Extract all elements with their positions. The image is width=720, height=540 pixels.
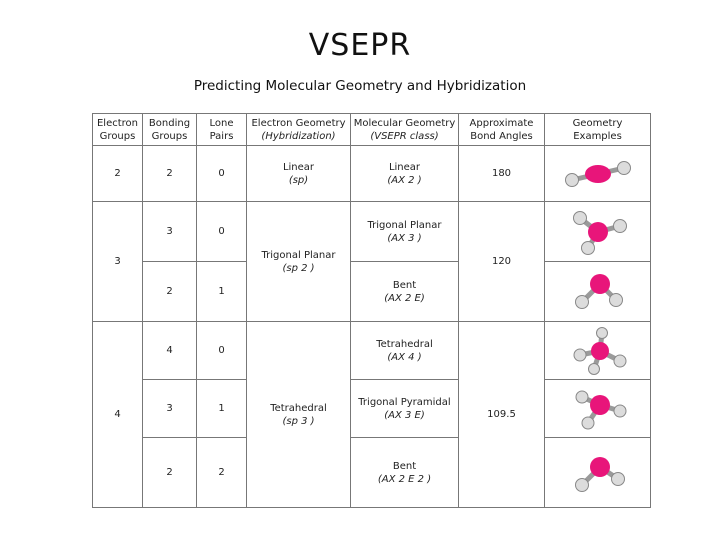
bonding-groups-cell: 4 — [143, 322, 197, 380]
molecular-geometry-cell: Bent (AX 2 E 2 ) — [351, 438, 459, 508]
trigonal-planar-molecule-icon — [558, 208, 638, 256]
header-bond-angles: Approximate Bond Angles — [459, 114, 545, 146]
table-row — [93, 202, 651, 262]
electron-geometry-cell: Linear (sp) — [247, 146, 351, 202]
table-row — [93, 438, 651, 508]
header-examples: Geometry Examples — [545, 114, 651, 146]
molecular-geometry-cell: Tetrahedral (AX 4 ) — [351, 322, 459, 380]
molecular-geometry-cell: Trigonal Planar (AX 3 ) — [351, 202, 459, 262]
bent-two-lone-pairs-molecule-icon — [558, 449, 638, 497]
molecular-geometry-cell: Bent (AX 2 E) — [351, 262, 459, 322]
bonding-groups-cell: 2 — [143, 438, 197, 508]
table-row — [93, 322, 651, 380]
bond-angle-cell: 180 — [459, 146, 545, 202]
header-electron-groups: Electron Groups — [93, 114, 143, 146]
bonding-groups-cell: 2 — [143, 262, 197, 322]
header-bonding-groups: Bonding Groups — [143, 114, 197, 146]
bond-angle-cell: 120 — [459, 202, 545, 322]
header-lone-pairs: Lone Pairs — [197, 114, 247, 146]
lone-pairs-cell: 0 — [197, 322, 247, 380]
lone-pairs-cell: 1 — [197, 262, 247, 322]
header-row — [93, 114, 651, 146]
page-title: VSEPR — [308, 28, 412, 63]
electron-geometry-cell: Tetrahedral (sp 3 ) — [247, 322, 351, 508]
table-row — [93, 146, 651, 202]
page-subtitle: Predicting Molecular Geometry and Hybridization — [193, 78, 527, 94]
electron-groups-cell: 3 — [93, 202, 143, 322]
bond-angle-cell: 109.5 — [459, 322, 545, 508]
lone-pairs-cell: 1 — [197, 380, 247, 438]
bonding-groups-cell: 3 — [143, 380, 197, 438]
header-electron-geometry: Electron Geometry (Hybridization) — [247, 114, 351, 146]
vsepr-table — [92, 113, 651, 508]
linear-molecule-icon — [558, 150, 638, 198]
table-row — [93, 380, 651, 438]
header-molecular-geometry: Molecular Geometry (VSEPR class) — [351, 114, 459, 146]
lone-pairs-cell: 0 — [197, 146, 247, 202]
trigonal-pyramidal-molecule-icon — [558, 385, 638, 433]
molecular-geometry-cell: Trigonal Pyramidal (AX 3 E) — [351, 380, 459, 438]
bonding-groups-cell: 3 — [143, 202, 197, 262]
table-row — [93, 262, 651, 322]
electron-groups-cell: 4 — [93, 322, 143, 508]
tetrahedral-molecule-icon — [558, 327, 638, 375]
electron-groups-cell: 2 — [93, 146, 143, 202]
bent-molecule-icon — [558, 268, 638, 316]
bonding-groups-cell: 2 — [143, 146, 197, 202]
molecular-geometry-cell: Linear (AX 2 ) — [351, 146, 459, 202]
lone-pairs-cell: 2 — [197, 438, 247, 508]
lone-pairs-cell: 0 — [197, 202, 247, 262]
electron-geometry-cell: Trigonal Planar (sp 2 ) — [247, 202, 351, 322]
